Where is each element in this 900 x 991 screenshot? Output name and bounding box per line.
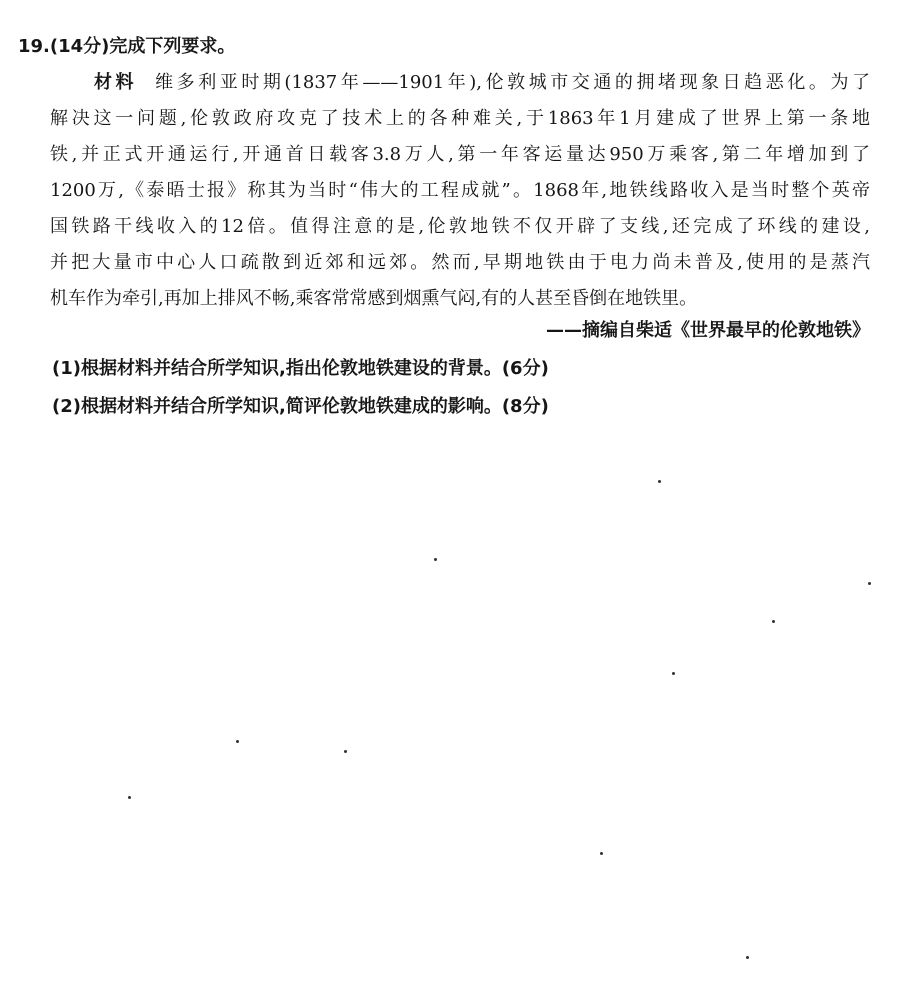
scan-speck — [434, 558, 437, 561]
scan-speck — [772, 620, 775, 623]
material-line-2: 解决这一问题,伦敦政府攻克了技术上的各种难关,于1863年1月建成了世界上第一条地 — [50, 108, 870, 129]
question-title: 19.(14分)完成下列要求。 — [18, 36, 236, 57]
material-line-4: 1200万,《泰晤士报》称其为当时“伟大的工程成就”。1868年,地铁线路收入是当时整个英帝 — [50, 180, 870, 201]
scan-speck — [868, 582, 871, 585]
material-line-5: 国铁路干线收入的12倍。值得注意的是,伦敦地铁不仅开辟了支线,还完成了环线的建设, — [50, 216, 870, 237]
material-line-3: 铁,并正式开通运行,开通首日载客3.8万人,第一年客运量达950万乘客,第二年增加到了 — [50, 144, 870, 165]
material-label: 材料 — [94, 72, 138, 93]
material-source: ——摘编自柴适《世界最早的伦敦地铁》 — [546, 320, 870, 341]
sub-question-1: (1)根据材料并结合所学知识,指出伦敦地铁建设的背景。(6分) — [52, 358, 549, 379]
material-line-6: 并把大量市中心人口疏散到近郊和远郊。然而,早期地铁由于电力尚未普及,使用的是蒸汽 — [50, 252, 870, 273]
scan-speck — [672, 672, 675, 675]
scan-speck — [236, 740, 239, 743]
scan-speck — [128, 796, 131, 799]
scan-speck — [344, 750, 347, 753]
scan-speck — [658, 480, 661, 483]
material-line-1 — [50, 72, 870, 94]
scan-speck — [600, 852, 603, 855]
material-line-7: 机车作为牵引,再加上排风不畅,乘客常常感到烟熏气闷,有的人甚至昏倒在地铁里。 — [50, 288, 698, 309]
sub-question-2: (2)根据材料并结合所学知识,简评伦敦地铁建成的影响。(8分) — [52, 396, 549, 417]
scan-speck — [746, 956, 749, 959]
material-text-1: 维多利亚时期(1837年——1901年),伦敦城市交通的拥堵现象日趋恶化。为了 — [155, 72, 870, 93]
